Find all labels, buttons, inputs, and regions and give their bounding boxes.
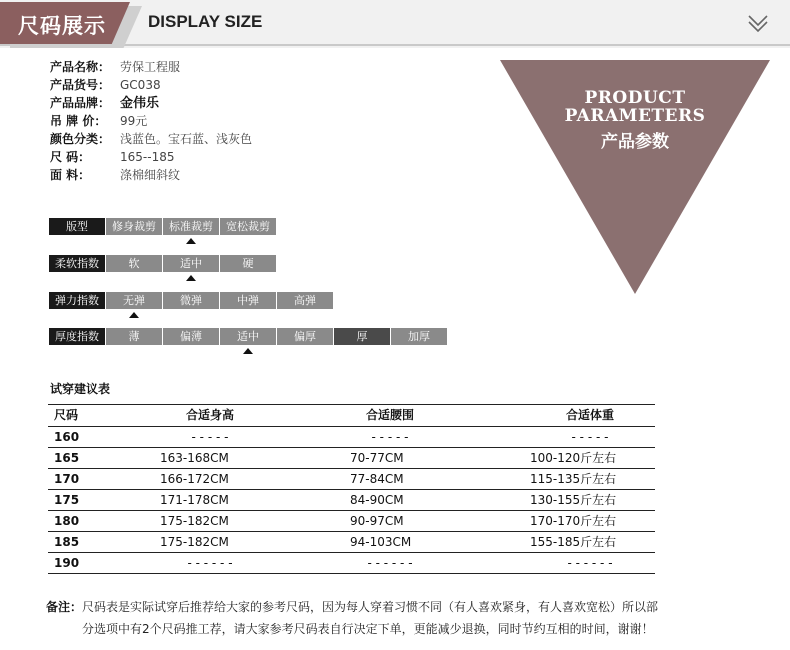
table-cell: 175-182CM <box>160 535 229 549</box>
table-cell: 170 <box>54 472 80 486</box>
info-row <box>50 112 147 130</box>
table-cell: 166-172CM <box>160 472 229 486</box>
table-cell: 165 <box>54 451 80 465</box>
selected-marker-icon <box>243 348 253 354</box>
table-cell: 171-178CM <box>160 493 229 507</box>
index-label: 柔软指数 <box>49 255 105 272</box>
info-label: 面 料： <box>50 168 91 182</box>
table-cell: 180 <box>54 514 80 528</box>
index-option: 修身裁剪 <box>106 218 162 235</box>
index-option: 偏厚 <box>277 328 333 345</box>
index-option: 适中 <box>220 328 276 345</box>
table-cell: 155-185斤左右 <box>530 535 617 549</box>
info-value: 165--185 <box>120 150 175 164</box>
index-option: 高弹 <box>277 292 333 309</box>
info-value: 金伟乐 <box>120 96 160 111</box>
table-cell: 94-103CM <box>350 535 412 549</box>
table-cell: 130-155斤左右 <box>530 493 617 507</box>
info-value: 99元 <box>120 114 148 128</box>
table-cell: 70-77CM <box>350 451 404 465</box>
info-value: GC038 <box>120 78 161 92</box>
info-row <box>50 94 159 112</box>
table-cell: 115-135斤左右 <box>530 472 617 486</box>
table-cell: - - - - - - <box>367 556 413 570</box>
table-header-cell: 合适腰围 <box>365 408 414 422</box>
note-line2: 分选项中有2个尺码推工荐，请大家参考尺码表自行决定下单，更能减少退换，同时节约互相的时间，谢谢！ <box>82 622 654 636</box>
table-cell: 77-84CM <box>350 472 404 486</box>
selected-marker-icon <box>129 312 139 318</box>
index-option: 偏薄 <box>163 328 219 345</box>
info-value: 劳保工程服 <box>120 60 181 74</box>
table-cell: - - - - - - <box>187 556 233 570</box>
info-label: 产品名称： <box>50 60 111 74</box>
selected-marker-icon <box>186 238 196 244</box>
note-text1: 尺码表是实际试穿后推荐给大家的参考尺码，因为每人穿着习惯不同（有人喜欢紧身，有人喜欢宽松）所以部 <box>82 600 659 614</box>
table-cell: 84-90CM <box>350 493 404 507</box>
info-label: 吊 牌 价： <box>50 114 107 128</box>
table-cell: 190 <box>54 556 80 570</box>
note-line1 <box>46 598 658 615</box>
index-option: 适中 <box>163 255 219 272</box>
index-option: 厚 <box>334 328 390 345</box>
table-cell: - - - - - <box>571 430 609 444</box>
info-row <box>50 76 161 94</box>
table-header-cell: 合适体重 <box>565 408 614 422</box>
index-option: 中弹 <box>220 292 276 309</box>
table-rule <box>48 573 655 574</box>
table-cell: - - - - - <box>371 430 409 444</box>
header-title-en: DISPLAY SIZE <box>148 12 263 31</box>
table-cell: 170-170斤左右 <box>530 514 617 528</box>
info-label: 尺 码： <box>50 150 91 164</box>
table-header-cell: 合适身高 <box>185 408 234 422</box>
info-row <box>50 166 180 184</box>
selected-marker-icon <box>186 275 196 281</box>
table-cell: 185 <box>54 535 80 549</box>
table-cell: - - - - - <box>191 430 229 444</box>
badge-line2: PARAMETERS <box>564 106 706 126</box>
header-title-cn: 尺码展示 <box>18 14 106 38</box>
index-label: 版型 <box>49 218 105 235</box>
note-label: 备注： <box>46 600 83 614</box>
info-row <box>50 58 180 76</box>
info-value: 浅蓝色。宝石蓝、浅灰色 <box>120 132 253 146</box>
index-label: 厚度指数 <box>49 328 105 345</box>
size-table-title: 试穿建议表 <box>50 382 111 396</box>
badge-line3: 产品参数 <box>601 132 669 152</box>
index-option: 无弹 <box>106 292 162 309</box>
info-label: 颜色分类： <box>50 132 111 146</box>
index-label: 弹力指数 <box>49 292 105 309</box>
table-cell: - - - - - - <box>567 556 613 570</box>
table-header-cell: 尺码 <box>54 408 79 422</box>
table-cell: 90-97CM <box>350 514 404 528</box>
table-cell: 175 <box>54 493 80 507</box>
info-label: 产品货号： <box>50 78 111 92</box>
badge-line1: PRODUCT <box>584 88 686 108</box>
index-option: 加厚 <box>391 328 447 345</box>
double-chevron-down-icon <box>746 12 770 36</box>
table-cell: 163-168CM <box>160 451 229 465</box>
index-option: 薄 <box>106 328 162 345</box>
table-cell: 100-120斤左右 <box>530 451 617 465</box>
index-option: 标准裁剪 <box>163 218 219 235</box>
index-option: 宽松裁剪 <box>220 218 276 235</box>
info-row <box>50 148 174 166</box>
info-row <box>50 130 252 148</box>
index-option: 软 <box>106 255 162 272</box>
index-option: 硬 <box>220 255 276 272</box>
table-cell: 160 <box>54 430 80 444</box>
table-cell: 175-182CM <box>160 514 229 528</box>
index-option: 微弹 <box>163 292 219 309</box>
info-value: 涤棉细斜纹 <box>120 168 181 182</box>
info-label: 产品品牌： <box>50 96 111 110</box>
